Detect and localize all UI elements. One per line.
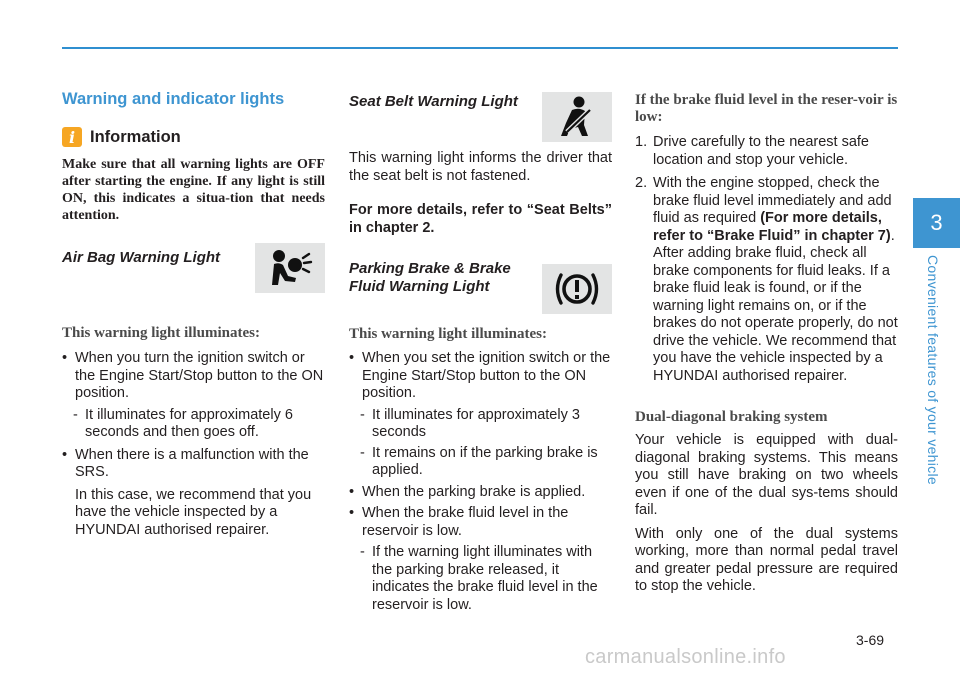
chapter-title: Convenient features of your vehicle [925, 255, 941, 485]
low-fluid-heading: If the brake fluid level in the reser-voir is low: [635, 92, 898, 125]
info-header [62, 127, 325, 147]
info-text: Make sure that all warning lights are OFF after starting the engine. If any light is still ON, this indicates a situa-tion that needs attention. [62, 157, 325, 223]
watermark: carmanualsonline.info [585, 646, 786, 668]
dual-heading: Dual-diagonal braking system [635, 409, 828, 425]
brake-title-1: Parking Brake & Brake [349, 260, 511, 277]
airbag-dash-1: - It illuminates for approximately 6 seconds and then goes off. [73, 406, 293, 440]
seatbelt-title: Seat Belt Warning Light [349, 93, 518, 110]
airbag-warning-icon [255, 243, 325, 293]
seatbelt-text: This warning light informs the driver that the seat belt is not fastened. [349, 150, 612, 184]
airbag-section [62, 249, 325, 319]
brake-dash-2: - It remains on if the parking brake is applied. [360, 444, 598, 478]
brake-bullet-1: • When you set the ignition switch or the Engine Start/Stop button to the ON position. [349, 350, 612, 403]
airbag-bullet-2: • When there is a malfunction with the SRS. [62, 447, 325, 482]
dual-p2: With only one of the dual systems working, more than normal pedal travel and greater pedal pressure are required to stop the vehicle. [635, 525, 898, 594]
info-title: Information [90, 127, 181, 146]
airbag-note: In this case, we recommend that you have the vehicle inspected by a HYUNDAI authorised repairer. [75, 486, 312, 538]
brake-dash-1: - It illuminates for approximately 3 seconds [360, 406, 580, 440]
low-fluid-step-1: 1. Drive carefully to the nearest safe location and stop your vehicle. [635, 134, 869, 168]
column-2 [349, 90, 612, 614]
chapter-tab: 3 [913, 198, 960, 248]
low-fluid-step-2: 2. With the engine stopped, check the brake fluid level immediately and add fluid as required (For more details, refer to “Brake Fluid” in chapter 7). After adding brake fluid, check all brake components for fluid leaks. If a brake fluid leak is found, or if the warning light remains on, or if the brakes do not operate properly, do not drive the vehicle. We recommend that you have the vehicle inspected by a HYUNDAI authorised repairer. [635, 175, 898, 384]
airbag-lead: This warning light illuminates: [62, 325, 260, 341]
brake-section [349, 260, 612, 316]
brake-bullet-2: • When the parking brake is applied. [349, 484, 612, 502]
column-3 [635, 90, 898, 596]
airbag-bullet-1: • When you turn the ignition switch or the Engine Start/Stop button to the ON position. [62, 350, 325, 403]
brake-warning-icon [542, 264, 612, 314]
seatbelt-ref: For more details, refer to “Seat Belts” in chapter 2. [349, 202, 612, 236]
brake-bullet-3: • When the brake fluid level in the reservoir is low. [349, 505, 612, 540]
airbag-title: Air Bag Warning Light [62, 249, 221, 266]
column-1 [62, 90, 325, 539]
page-number: 3-69 [856, 632, 885, 648]
seatbelt-warning-icon [542, 92, 612, 142]
seatbelt-section [349, 90, 612, 146]
info-icon: i [62, 127, 82, 147]
dual-p1: Your vehicle is equipped with dual-diagonal braking systems. This means you still have braking on two wheels even if one of the dual sys-tems should fail. [635, 432, 898, 518]
brake-dash-3: - If the warning light illuminates with the parking brake released, it indicates the brake fluid level in the reservoir is low. [360, 544, 598, 613]
section-title: Warning and indicator lights [62, 90, 285, 108]
top-rule [62, 47, 898, 49]
brake-title-2: Fluid Warning Light [349, 278, 490, 295]
brake-lead: This warning light illuminates: [349, 326, 547, 342]
